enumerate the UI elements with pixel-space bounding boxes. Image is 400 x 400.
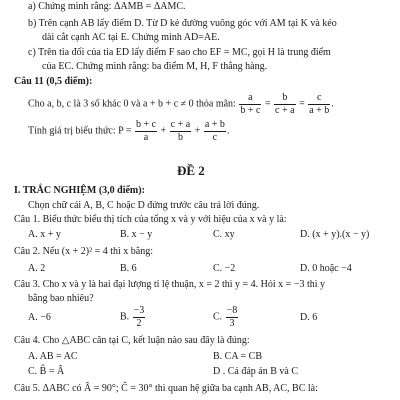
prev-part-c-line2: của EC. Chứng minh rằng: ba điểm M, H, F thẳng hàng. [42, 61, 268, 72]
instruction-text: Chọn chữ cái A, B, C hoặc D đứng trước câu trả lời đúng. [28, 200, 260, 211]
prev-part-b-line1: b) Trên cạnh AB lấy điểm D. Từ D kẻ đường vuông góc với AM tại K và kéo [28, 18, 337, 29]
q4-option-c: C. B̂ = Â [28, 366, 65, 377]
q11-fraction-3: $\frac{c}{a + b}$ [309, 92, 330, 116]
q11-expression: Tính giá trị biểu thức: P = $\frac{b + c}{a}$ + $\frac{c + a}{b}$ + $\frac{a + b}{c}$ . [28, 119, 230, 143]
q11-p-fraction-3: $\frac{a + b}{c}$ [204, 119, 225, 143]
q3-option-c: C. $\frac{-8}{3}$ [213, 305, 238, 329]
q11-fraction-2: $\frac{b}{c + a}$ [275, 92, 295, 116]
question-4: Câu 4. Cho △ABC cân tại C, kết luận nào sau đây là đúng: [14, 335, 250, 346]
q11-fraction-1: $\frac{a}{b + c}$ [240, 92, 261, 116]
q3-option-b-fraction: $\frac{-3}{2}$ [133, 305, 145, 329]
prev-part-a: a) Chứng minh rằng: ΔAMB = ΔAMC. [28, 1, 186, 12]
q3-option-d: D. 6 [300, 312, 318, 323]
q4-option-a: A. AB = AC [28, 351, 78, 362]
exam-title: ĐỀ 2 [177, 163, 205, 178]
q11-p-fraction-1: $\frac{b + c}{a}$ [135, 119, 157, 143]
q2-option-b: B. 6 [120, 263, 137, 274]
question-3-line2: bằng bao nhiêu? [28, 293, 94, 304]
prev-part-b-line2: dài cắt cạnh AC tại E. Chứng minh AD=AE. [42, 32, 220, 43]
question-3-line1: Câu 3. Cho x và y là hai đại lượng tỉ lệ thuận, x = 2 thì y = 4. Hỏi x = −3 thì y [14, 279, 326, 290]
q2-option-a: A. 2 [28, 263, 46, 274]
question-2: Câu 2. Nếu (x + 2)² = 4 thì x bằng: [14, 246, 153, 257]
q11-calc-text: Tính giá trị biểu thức: P = [28, 125, 132, 137]
question-5: Câu 5. ΔABC có Â = 90°; Ĉ = 30° thì quan hệ giữa ba cạnh AB, AC, BC là: [14, 383, 318, 394]
prev-part-c-line1: c) Trên tia đối của tia ED lấy điểm F sao cho EF = MC, gọi H là trung điểm [28, 47, 331, 58]
q1-option-a: A. x + y [28, 229, 61, 240]
q11-given-text: Cho a, b, c là 3 số khác 0 và a + b + c ≠ 0 thỏa mãn: [28, 98, 236, 110]
q1-option-d: D. (x + y).(x − y) [300, 229, 370, 240]
q3-option-c-fraction: $\frac{-8}{3}$ [226, 305, 238, 329]
q3-option-a: A. −6 [28, 312, 51, 323]
q2-option-d: D. 0 hoặc −4 [300, 263, 352, 274]
q11-given: Cho a, b, c là 3 số khác 0 và a + b + c ≠ 0 thỏa mãn: $\frac{a}{b + c}$ = $\frac{b}{c + a}$ = $\frac{c}{a + b}$ . [28, 92, 334, 116]
section-heading: I. TRẮC NGHIỆM (3,0 điểm): [14, 185, 145, 196]
q2-option-c: C. −2 [213, 263, 236, 274]
q4-option-b: B. CA = CB [213, 351, 262, 362]
q1-option-c: C. xy [213, 229, 235, 240]
q11-title: Câu 11 (0,5 điểm): [14, 76, 93, 87]
q4-option-d: D . Cả đáp án B và C [213, 366, 298, 377]
q1-option-b: B. x − y [120, 229, 153, 240]
q3-option-b: B. $\frac{-3}{2}$ [120, 305, 145, 329]
question-1: Câu 1. Biểu thức biểu thị tích của tổng x và y với hiệu của x và y là: [14, 214, 287, 225]
q11-p-fraction-2: $\frac{c + a}{b}$ [170, 119, 191, 143]
